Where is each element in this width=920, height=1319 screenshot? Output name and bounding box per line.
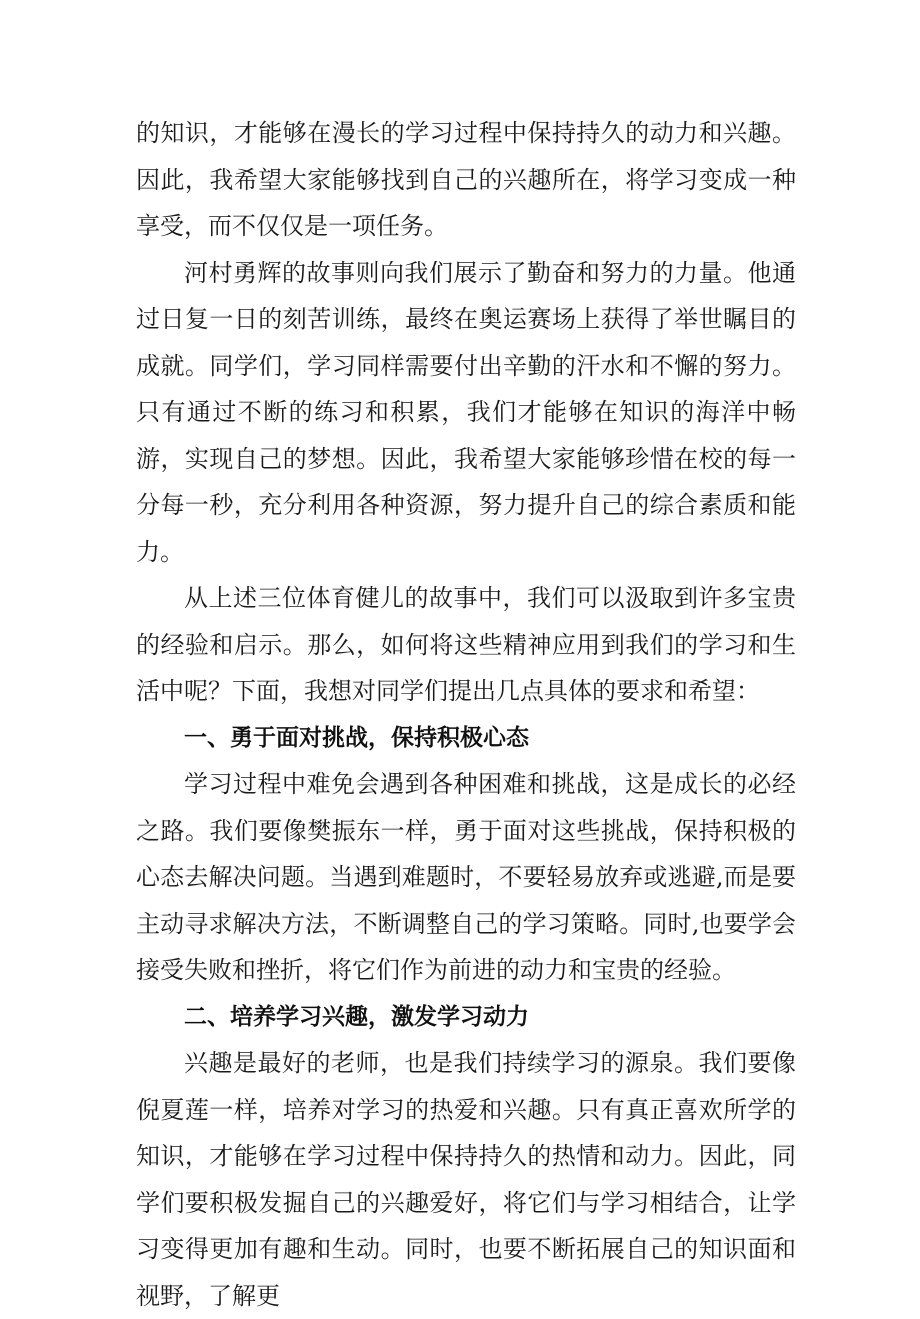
- document-body: [136, 110, 796, 1319]
- paragraph-challenge: 学习过程中难免会遇到各种困难和挑战，这是成长的必经之路。我们要像樊振东一样，勇于面对这些挑战，保持积极的心态去解决问题。当遇到难题时，不要轻易放弃或逃避,而是要主动寻求解决方法，不断调整自己的学习策略。同时,也要学会接受失败和挫折，将它们作为前进的动力和宝贵的经验。: [136, 770, 796, 984]
- paragraph-transition: 从上述三位体育健儿的故事中，我们可以汲取到许多宝贵的经验和启示。那么，如何将这些精神应用到我们的学习和生活中呢？下面，我想对同学们提出几点具体的要求和希望：: [136, 584, 796, 705]
- paragraph-hemura: 河村勇辉的故事则向我们展示了勤奋和努力的力量。他通过日复一日的刻苦训练，最终在奥运赛场上获得了举世瞩目的成就。同学们，学习同样需要付出辛勤的汗水和不懈的努力。只有通过不断的练习和积累，我们才能够在知识的海洋中畅游，实现自己的梦想。因此，我希望大家能够珍惜在校的每一分每一秒，充分利用各种资源，努力提升自己的综合素质和能力。: [136, 258, 796, 566]
- paragraph-continuation: 的知识，才能够在漫长的学习过程中保持持久的动力和兴趣。因此，我希望大家能够找到自己的兴趣所在，将学习变成一种享受，而不仅仅是一项任务。: [136, 119, 796, 240]
- section-heading-2: 二、培养学习兴趣，激发学习动力: [184, 1003, 529, 1030]
- paragraph-interest: 兴趣是最好的老师，也是我们持续学习的源泉。我们要像倪夏莲一样，培养对学习的热爱和兴趣。只有真正喜欢所学的知识，才能够在学习过程中保持持久的热情和动力。因此，同学们要积极发掘自己的兴趣爱好，将它们与学习相结合，让学习变得更加有趣和生动。同时，也要不断拓展自己的知识面和视野，了解更: [136, 1049, 796, 1310]
- section-heading-1: 一、勇于面对挑战，保持积极心态: [184, 724, 529, 751]
